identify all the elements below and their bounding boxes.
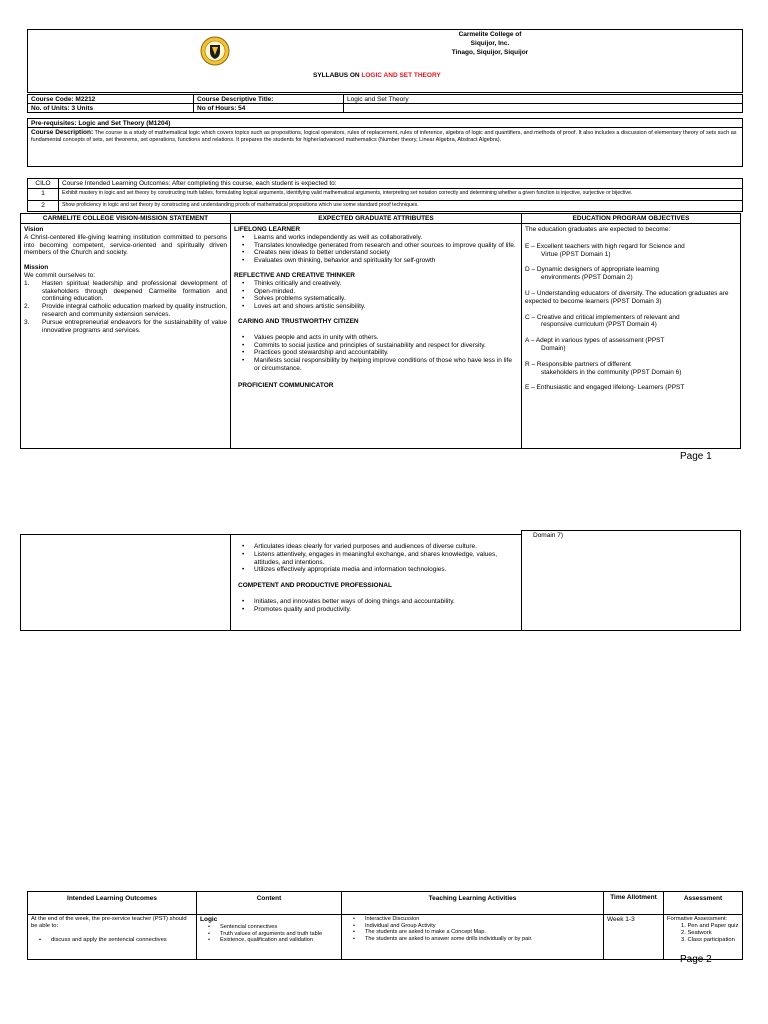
cilo-label: CILO: [27, 178, 59, 189]
syllabus-subject: LOGIC AND SET THEORY: [361, 72, 441, 79]
objectives-intro: The education graduates are expected to become:: [525, 226, 671, 233]
competent-list: [234, 598, 518, 614]
list-item: • Listens attentively, engages in meaningful exchange, and shares knowledge, values, attitudes, and intentions.: [234, 551, 518, 567]
list-item: • Individual and Group Activity: [345, 923, 600, 930]
plan-header-tla: Teaching Learning Activities: [341, 891, 604, 915]
list-item: • Initiates, and innovates better ways of doing things and accountability.: [234, 598, 518, 606]
course-title-value: Logic and Set Theory: [343, 94, 743, 104]
syllabus-title: [313, 72, 441, 80]
cilo-num-1: 1: [27, 188, 59, 201]
mission-item: 1. Hasten spiritual leadership and professional development of stakeholders through deepened Carmelite formation and continuing education.: [24, 279, 227, 303]
content-title: Logic: [200, 916, 218, 923]
plan-tla: [341, 914, 604, 960]
college-line-1: Carmelite College of: [458, 31, 522, 38]
assessment-item: 1. Pen and Paper quiz: [681, 922, 739, 929]
vm-header: CARMELITE COLLEGE VISION-MISSION STATEMENT: [20, 213, 231, 224]
list-item: • Open-minded.: [234, 288, 518, 296]
content-list: [200, 924, 338, 944]
plan-header-time: Time Allotment: [603, 891, 664, 915]
objective-item: A – Adept in various types of assessment (PPST Domain): [525, 337, 665, 352]
college-name: [400, 31, 580, 57]
list-item: • Values people and acts in unity with others.: [234, 334, 518, 342]
list-item: • Creates new ideas to better understand society: [234, 249, 518, 257]
list-item: • Promotes quality and productivity.: [234, 606, 518, 614]
assessment-item: 2. Seatwork: [681, 929, 712, 936]
objective-item: U – Understanding educators of diversity. The education graduates are expected to become learners (PPST Domain 3): [525, 289, 729, 305]
mission-list: [24, 280, 227, 335]
objective-item: E – Enthusiastic and engaged lifelong- Learners (PPST: [525, 384, 685, 392]
plan-header-content: Content: [196, 891, 342, 915]
objectives-column: [521, 223, 741, 449]
plan-time: Week 1-3: [603, 914, 664, 960]
p2-vm-blank: [20, 534, 231, 631]
assessment-item: 3. Class participation: [681, 936, 735, 943]
vision-title: Vision: [24, 226, 44, 233]
list-item: • Truth values of arguments and truth table: [200, 931, 338, 938]
list-item: • Learns and works independently as well as collaboratively.: [234, 234, 518, 242]
course-hours-blank: [343, 103, 743, 113]
list-item: • Thinks critically and creatively.: [234, 280, 518, 288]
ilo-intro: At the end of the week, the pre-service teacher (PST) should be able to:: [31, 916, 187, 929]
mission-title: Mission: [24, 264, 49, 272]
tla-sub-list: [345, 929, 600, 942]
objective-item: C – Creative and critical implementers of relevant and responsive curriculum (PPST Domain 4): [525, 313, 680, 329]
p2-objectives: [521, 530, 741, 631]
caring-title: CARING AND TRUSTWORTHY CITIZEN: [238, 317, 359, 325]
objective-item: E – Excellent teachers with high regard for Science and Virtue (PPST Domain 1): [525, 242, 685, 258]
objective-item: R – Responsible partners of different stakeholders in the community (PPST Domain 6): [525, 360, 682, 376]
list-item: • Articulates ideas clearly for varied purposes and audiences of diverse culture.: [234, 543, 518, 551]
course-title-label: Course Descriptive Title:: [193, 94, 344, 104]
list-item: • discuss and apply the sentencial connectives: [31, 937, 193, 944]
list-item: • Interactive Discussion: [345, 916, 600, 923]
plan-header-assessment: Assessment: [663, 891, 743, 915]
p2-attributes: [230, 534, 522, 631]
vision-text: A Christ-centered life-giving learning institution committed to persons into becoming competent, service-oriented and spiritually driven members of the Church and society.: [24, 233, 227, 257]
attributes-column: [230, 223, 522, 449]
list-item: • Practices good stewardship and accountability.: [234, 349, 518, 357]
course-description: [27, 127, 743, 167]
college-logo-icon: [200, 36, 230, 66]
cilo-item-1: Exhibit mastery in logic and set theory by constructing truth tables, formulating logical arguments, identifying valid mathematical arguments, interpreting set notation correctly and determining whether a given function is injective, surjective or bijective.: [58, 188, 743, 201]
list-item: • Translates knowledge generated from research and other sources to improve quality of life.: [234, 242, 518, 250]
cilo-num-2: 2: [27, 200, 59, 212]
reflective-title: REFLECTIVE AND CREATIVE THINKER: [234, 271, 355, 279]
list-item: • Solves problems systematically.: [234, 295, 518, 303]
caring-list: [234, 334, 518, 373]
cilo-heading: Course Intended Learning Outcomes: After completing this course, each student is expected to:: [58, 178, 743, 189]
course-description-label: Course Description:: [31, 129, 94, 136]
page-2-label: Page 2: [680, 954, 712, 965]
communicator-list: [234, 543, 518, 574]
lifelong-list: [234, 234, 518, 265]
prerequisites: Pre-requisites: Logic and Set Theory (M1204): [27, 118, 743, 128]
objective-item: D – Dynamic designers of appropriate learning environments (PPST Domain 2): [525, 266, 660, 282]
course-code: Course Code: M2212: [27, 94, 194, 104]
competent-title: COMPETENT AND PRODUCTIVE PROFESSIONAL: [238, 582, 392, 590]
plan-ilo: [27, 914, 197, 960]
attributes-header: EXPECTED GRADUATE ATTRIBUTES: [230, 213, 522, 224]
ilo-list: [31, 937, 193, 944]
course-units: No. of Units: 3 Units: [27, 103, 194, 113]
mission-item: 2. Provide integral catholic education marked by quality instruction, research and community extension services.: [24, 303, 227, 318]
objectives-header: EDUCATION PROGRAM OBJECTIVES: [521, 213, 741, 224]
list-item: • Existence, qualification and validation: [200, 937, 338, 944]
vm-column: [20, 223, 231, 449]
list-item: • Manifests social responsibility by helping improve conditions of those who have less in life or circumstance.: [234, 357, 518, 373]
tla-list: [345, 916, 600, 929]
list-item: • Commits to social justice and principles of sustainability and respect for diversity.: [234, 342, 518, 350]
lifelong-title: LIFELONG LEARNER: [234, 226, 301, 233]
list-item: • The students are asked to make a Concept Map.: [345, 929, 600, 936]
list-item: • The students are asked to answer some drills individually or by pair.: [345, 936, 600, 943]
mission-item: 3. Pursue entrepreneurial endeavors for the sustainability of value innovative programs and services.: [24, 318, 227, 334]
list-item: • Sentencial connectives: [200, 924, 338, 931]
header-box: [27, 29, 743, 93]
plan-content: [196, 914, 342, 960]
communicator-title: PROFICIENT COMMUNICATOR: [238, 381, 334, 389]
page-1-label: Page 1: [680, 451, 712, 462]
assessment-title: Formative Assessment:: [667, 916, 728, 922]
objectives-continuation: Domain 7): [533, 532, 563, 539]
plan-header-ilo: Intended Learning Outcomes: [27, 891, 197, 915]
list-item: • Loves art and shows artistic sensibility.: [234, 303, 518, 311]
cilo-item-2: Show proficiency in logic and set theory by constructing and understanding proofs of mathematical propositions which use some standard proof techniques.: [58, 200, 743, 212]
course-description-text: The course is a study of mathematical logic which covers topics such as propositions, logical operators, rules of replacement, rules of inference, algebra of logic and quantifiers, and methods of proof. It also includes a discussion of elementary theory of sets such as fundamental concepts of sets, set theorems, set operations, functions and relations. It prepares the students for higher/advanced mathematics (Number theory, Linear Algebra, Abstract Algebra).: [31, 130, 737, 144]
college-line-3: Tinago, Siquijor, Siquijor: [451, 48, 529, 56]
list-item: • Evaluates own thinking, behavior and spirituality for self-growth: [234, 257, 518, 265]
reflective-list: [234, 280, 518, 311]
list-item: • Utilizes effectively appropriate media and information technologies.: [234, 566, 518, 574]
college-line-2: Siquijor, Inc.: [470, 39, 510, 47]
course-hours: No of Hours: 54: [193, 103, 344, 113]
syllabus-prefix: SYLLABUS ON: [313, 72, 362, 79]
mission-intro: We commit ourselves to:: [24, 271, 96, 279]
